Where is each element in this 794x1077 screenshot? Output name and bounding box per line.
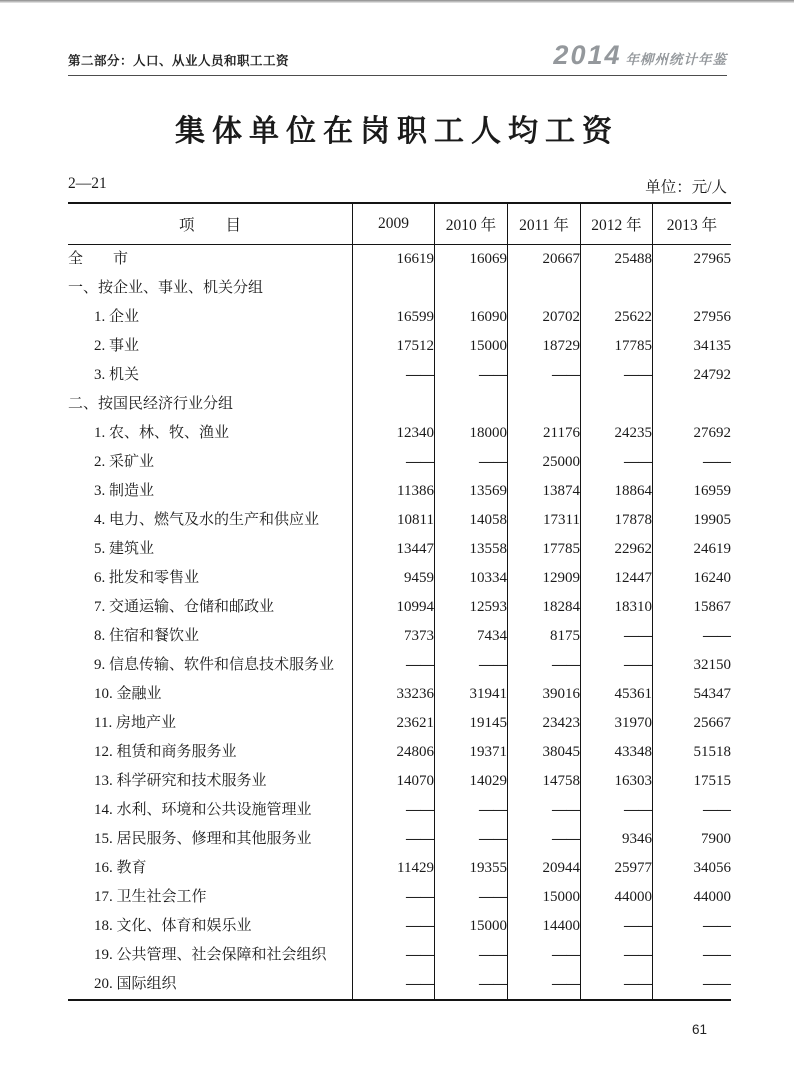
cell-value: 54347 [653,680,732,709]
cell-value: 25667 [653,709,732,738]
no-data-dash: —— [353,651,435,680]
no-data-dash: —— [353,941,435,970]
cell-value [435,390,508,419]
cell-value: 25622 [581,303,653,332]
no-data-dash: —— [353,912,435,941]
cell-value: 9346 [581,825,653,854]
no-data-dash: —— [435,361,508,390]
cell-value: 15867 [653,593,732,622]
no-data-dash: —— [353,361,435,390]
table-row [68,796,731,825]
cell-value: 38045 [508,738,581,767]
cell-value: 14058 [435,506,508,535]
row-label: 1. 农、林、牧、渔业 [94,425,230,441]
table-row [68,767,731,796]
cell-value: 13558 [435,535,508,564]
table-row [68,477,731,506]
cell-value: 15000 [435,332,508,361]
page-number: 61 [692,1022,708,1037]
cell-value: 44000 [653,883,732,912]
table-row [68,448,731,477]
no-data-dash: —— [353,825,435,854]
cell-value [653,390,732,419]
cell-value: 44000 [581,883,653,912]
cell-value: 16090 [435,303,508,332]
row-label: 9. 信息传输、软件和信息技术服务业 [94,657,335,673]
cell-value: 11386 [353,477,435,506]
no-data-dash: —— [508,825,581,854]
table-number: 2—21 [68,175,107,192]
row-label: 4. 电力、燃气及水的生产和供应业 [94,512,320,528]
table-row [68,854,731,883]
no-data-dash: —— [581,448,653,477]
table-row [68,651,731,680]
cell-value: 24792 [653,361,732,390]
row-label: 7. 交通运输、仓储和邮政业 [94,599,275,615]
no-data-dash: —— [435,883,508,912]
row-label: 1. 企业 [94,309,140,325]
cell-value: 14758 [508,767,581,796]
cell-value: 27965 [653,245,732,275]
cell-value: 16303 [581,767,653,796]
cell-value: 21176 [508,419,581,448]
row-label: 20. 国际组织 [94,976,177,992]
cell-value: 19355 [435,854,508,883]
row-label: 一、按企业、事业、机关分组 [68,280,264,296]
cell-value: 31941 [435,680,508,709]
cell-value: 45361 [581,680,653,709]
no-data-dash: —— [435,970,508,1000]
cell-value: 17785 [581,332,653,361]
column-header-year: 2011 年 [508,203,581,245]
brand-title-text: 年柳州统计年鉴 [625,52,727,67]
cell-value: 15000 [435,912,508,941]
row-label: 18. 文化、体育和娱乐业 [94,918,252,934]
no-data-dash: —— [508,941,581,970]
cell-value: 11429 [353,854,435,883]
table-row [68,419,731,448]
cell-value: 25000 [508,448,581,477]
cell-value: 39016 [508,680,581,709]
cell-value: 7434 [435,622,508,651]
no-data-dash: —— [353,883,435,912]
row-label: 14. 水利、环境和公共设施管理业 [94,802,312,818]
no-data-dash: —— [653,448,732,477]
cell-value: 24806 [353,738,435,767]
cell-value: 18310 [581,593,653,622]
column-header-year: 2013 年 [653,203,732,245]
row-label: 8. 住宿和餐饮业 [94,628,200,644]
cell-value: 13447 [353,535,435,564]
cell-value: 23423 [508,709,581,738]
table-row [68,303,731,332]
cell-value: 14070 [353,767,435,796]
cell-value: 18000 [435,419,508,448]
no-data-dash: —— [435,825,508,854]
cell-value: 17785 [508,535,581,564]
section-header-text: 第二部分：人口、从业人员和职工工资 [68,54,290,68]
no-data-dash: —— [653,970,732,1000]
table-row [68,709,731,738]
cell-value: 9459 [353,564,435,593]
cell-value: 20667 [508,245,581,275]
row-label: 19. 公共管理、社会保障和社会组织 [94,947,327,963]
table-row [68,883,731,912]
table-row [68,970,731,1000]
no-data-dash: —— [353,796,435,825]
no-data-dash: —— [581,361,653,390]
cell-value: 20702 [508,303,581,332]
cell-value: 20944 [508,854,581,883]
cell-value: 17878 [581,506,653,535]
table-row [68,274,731,303]
no-data-dash: —— [581,941,653,970]
cell-value: 17515 [653,767,732,796]
cell-value [353,274,435,303]
row-label: 15. 居民服务、修理和其他服务业 [94,831,312,847]
table-row [68,825,731,854]
cell-value: 43348 [581,738,653,767]
column-header-item: 项 目 [68,203,353,245]
table-header-row [68,203,731,245]
wage-table [68,202,731,1001]
table-row [68,564,731,593]
no-data-dash: —— [508,970,581,1000]
no-data-dash: —— [435,448,508,477]
scan-top-edge [0,0,794,3]
no-data-dash: —— [435,941,508,970]
table-row [68,535,731,564]
cell-value: 23621 [353,709,435,738]
cell-value: 34135 [653,332,732,361]
no-data-dash: —— [653,941,732,970]
cell-value [353,390,435,419]
row-label: 13. 科学研究和技术服务业 [94,773,267,789]
row-label: 10. 金融业 [94,686,162,702]
no-data-dash: —— [508,361,581,390]
cell-value: 17311 [508,506,581,535]
cell-value: 31970 [581,709,653,738]
cell-value: 13874 [508,477,581,506]
table-row [68,738,731,767]
brand-year-text: 2014 [553,40,622,70]
row-label: 二、按国民经济行业分组 [68,396,234,412]
cell-value [435,274,508,303]
cell-value: 16069 [435,245,508,275]
table-row [68,941,731,970]
column-header-year: 2009 [353,203,435,245]
table-row [68,622,731,651]
cell-value: 16599 [353,303,435,332]
table-meta-row [68,175,727,197]
cell-value: 12447 [581,564,653,593]
cell-value: 16240 [653,564,732,593]
no-data-dash: —— [653,912,732,941]
cell-value: 22962 [581,535,653,564]
page-header [68,42,727,76]
cell-value: 12593 [435,593,508,622]
row-label: 17. 卫生社会工作 [94,889,207,905]
cell-value [581,390,653,419]
no-data-dash: —— [508,796,581,825]
cell-value: 19905 [653,506,732,535]
row-label: 16. 教育 [94,860,147,876]
cell-value: 34056 [653,854,732,883]
unit-label: 单位：元/人 [645,179,727,196]
table-row [68,245,731,275]
cell-value: 33236 [353,680,435,709]
cell-value: 32150 [653,651,732,680]
cell-value [508,390,581,419]
cell-value: 13569 [435,477,508,506]
cell-value [581,274,653,303]
cell-value: 51518 [653,738,732,767]
cell-value: 10994 [353,593,435,622]
table-row [68,680,731,709]
row-label: 5. 建筑业 [94,541,155,557]
cell-value: 19371 [435,738,508,767]
cell-value [508,274,581,303]
cell-value: 25488 [581,245,653,275]
row-label: 12. 租赁和商务服务业 [94,744,237,760]
row-label: 11. 房地产业 [94,715,176,731]
table-row [68,361,731,390]
table-row [68,912,731,941]
cell-value: 17512 [353,332,435,361]
cell-value [653,274,732,303]
cell-value: 8175 [508,622,581,651]
no-data-dash: —— [435,796,508,825]
no-data-dash: —— [353,448,435,477]
cell-value: 7373 [353,622,435,651]
row-label: 3. 制造业 [94,483,155,499]
cell-value: 19145 [435,709,508,738]
column-header-year: 2012 年 [581,203,653,245]
row-label: 6. 批发和零售业 [94,570,200,586]
no-data-dash: —— [581,651,653,680]
column-header-year: 2010 年 [435,203,508,245]
no-data-dash: —— [581,912,653,941]
table-row [68,506,731,535]
table-row [68,390,731,419]
cell-value: 7900 [653,825,732,854]
row-label: 2. 采矿业 [94,454,155,470]
no-data-dash: —— [653,796,732,825]
cell-value: 24619 [653,535,732,564]
no-data-dash: —— [435,651,508,680]
cell-value: 18284 [508,593,581,622]
page-title: 集体单位在岗职工人均工资 [175,115,619,148]
cell-value: 10811 [353,506,435,535]
cell-value: 12909 [508,564,581,593]
cell-value: 16959 [653,477,732,506]
cell-value: 18729 [508,332,581,361]
cell-value: 24235 [581,419,653,448]
cell-value: 14029 [435,767,508,796]
cell-value: 14400 [508,912,581,941]
no-data-dash: —— [508,651,581,680]
cell-value: 16619 [353,245,435,275]
no-data-dash: —— [353,970,435,1000]
cell-value: 27956 [653,303,732,332]
cell-value: 15000 [508,883,581,912]
no-data-dash: —— [581,796,653,825]
cell-value: 25977 [581,854,653,883]
cell-value: 18864 [581,477,653,506]
cell-value: 10334 [435,564,508,593]
table-row [68,593,731,622]
row-label: 2. 事业 [94,338,140,354]
no-data-dash: —— [581,970,653,1000]
no-data-dash: —— [653,622,732,651]
row-label: 全 市 [68,251,129,267]
yearbook-brand [553,42,727,69]
cell-value: 27692 [653,419,732,448]
table-row [68,332,731,361]
no-data-dash: —— [581,622,653,651]
row-label: 3. 机关 [94,367,140,383]
cell-value: 12340 [353,419,435,448]
